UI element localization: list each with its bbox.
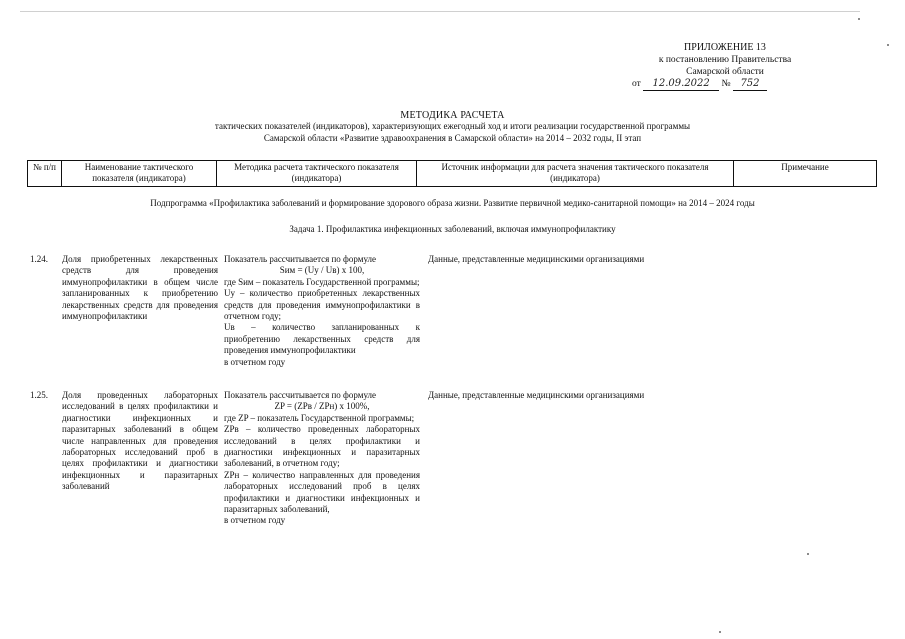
- method-intro: Показатель рассчитывается по формуле: [224, 254, 377, 264]
- annex-date-line: [630, 78, 820, 91]
- handwritten-number: 752: [733, 78, 767, 91]
- method-intro: Показатель рассчитывается по формуле: [224, 390, 377, 400]
- method-line: в отчетном году: [224, 515, 286, 526]
- calculation-method: [224, 390, 420, 527]
- annex-title: ПРИЛОЖЕНИЕ 13: [684, 42, 766, 53]
- column-header-name: Наименование тактического показателя (индикатора): [62, 161, 217, 187]
- method-line: ZPн – количество направленных для проведения лабораторных исследований проб в целях профилактики и диагностики инфекционных и паразитарных заболеваний,: [224, 469, 420, 515]
- annex-number-prefix: №: [721, 79, 731, 89]
- method-line: Uв – количество запланированных к приобретению лекарственных средств для проведения иммунопрофилактики: [224, 322, 420, 356]
- scan-speck: [719, 631, 721, 633]
- method-line: где ZP – показатель Государственной программы;: [224, 412, 415, 423]
- method-line: в отчетном году: [224, 356, 286, 367]
- column-header-method: Методика расчета тактического показателя (индикатора): [217, 161, 417, 187]
- scan-edge-line: [20, 11, 860, 12]
- row-number: 1.25.: [30, 390, 48, 400]
- column-header-note: Примечание: [734, 161, 877, 187]
- annex-line-2: Самарской области: [686, 67, 764, 77]
- information-source: Данные, представленные медицинскими организациями: [428, 390, 645, 400]
- annex-line-1: к постановлению Правительства: [658, 55, 792, 65]
- row-number: 1.24.: [30, 254, 48, 264]
- document-subtitle-line-1: тактических показателей (индикаторов), характеризующих ежегодный ход и итоги реализации государственной программы: [214, 121, 691, 131]
- formula: Sим = (Uу / Uв) x 100,: [279, 265, 365, 276]
- scan-speck: [858, 18, 860, 20]
- task-heading: Задача 1. Профилактика инфекционных заболеваний, включая иммунопрофилактику: [289, 224, 616, 234]
- table-header: [27, 160, 877, 187]
- document-subtitle-line-2: Самарской области «Развитие здравоохранения в Самарской области» на 2014 – 2032 годы, II этап: [263, 133, 642, 143]
- calculation-method: [224, 254, 420, 368]
- column-header-source: Источник информации для расчета значения тактического показателя (индикатора): [417, 161, 734, 187]
- indicator-name: Доля проведенных лабораторных исследований в целях профилактики и диагностики инфекционных и паразитарных заболеваний в общем числе направленных для проведения лабораторных исследований проб в целях профилактики и диагностики инфекционных и паразитарных заболеваний: [62, 390, 218, 492]
- scan-speck: [887, 44, 889, 46]
- indicator-name: Доля приобретенных лекарственных средств для проведения иммунопрофилактики в общем числе запланированных к приобретению лекарственных средств для проведения иммунопрофилактики: [62, 254, 218, 322]
- subprogram-heading: Подпрограмма «Профилактика заболеваний и формирование здорового образа жизни. Развитие первичной медико-санитарной помощи» на 2014 – 2024 годы: [150, 198, 755, 208]
- handwritten-date: 12.09.2022: [643, 78, 719, 91]
- method-line: где Sим – показатель Государственной программы;: [224, 276, 420, 287]
- formula: ZP = (ZPв / ZPн) x 100%,: [274, 401, 370, 412]
- annex-from-prefix: от: [632, 79, 641, 89]
- annex-block: [630, 42, 820, 91]
- information-source: Данные, представленные медицинскими организациями: [428, 254, 645, 264]
- column-header-number: № п/п: [28, 161, 62, 187]
- method-line: ZPв – количество проведенных лабораторных исследований в целях профилактики и диагностики инфекционных и паразитарных заболеваний, в отчетном году;: [224, 424, 420, 469]
- document-title: МЕТОДИКА РАСЧЕТА: [400, 110, 505, 121]
- method-line: Uу – количество приобретенных лекарственных средств для проведения иммунопрофилактики в отчетном году;: [224, 288, 420, 322]
- scan-speck: [807, 553, 809, 555]
